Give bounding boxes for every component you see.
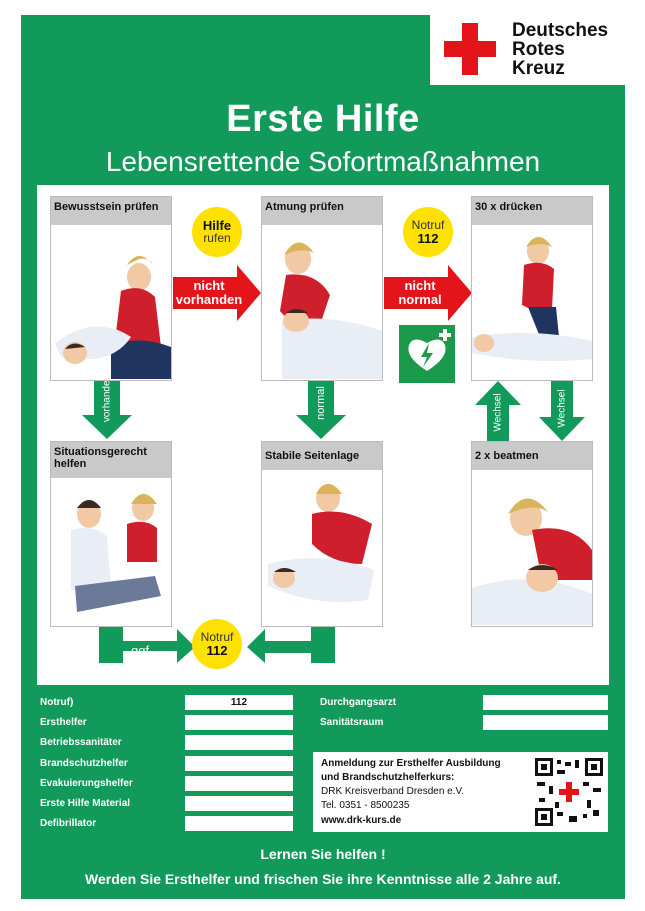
arrow-vorhanden-label: vorhanden xyxy=(101,374,113,423)
logo-line-2: Rotes xyxy=(512,39,565,60)
aed-defibrillator-icon xyxy=(399,325,455,383)
call-help-title: Hilfe xyxy=(202,218,232,233)
form-label: Durchgangsarzt xyxy=(320,697,397,708)
poster-title: Erste Hilfe xyxy=(226,98,420,140)
illustration-help-situation xyxy=(51,478,171,625)
emergency-call-badge-top xyxy=(403,207,453,257)
card-beatmen xyxy=(471,441,593,627)
card-title: 30 x drücken xyxy=(472,197,592,225)
form-field[interactable] xyxy=(185,756,293,771)
illustration-check-consciousness xyxy=(51,225,171,379)
registration-line-2: und Brandschutzhelferkurs: xyxy=(321,772,455,783)
arrow-label-1: nicht xyxy=(404,278,436,293)
notruf-label: Notruf xyxy=(200,630,234,644)
form-field[interactable] xyxy=(185,776,293,791)
form-field[interactable] xyxy=(185,735,293,750)
form-label: Sanitätsraum xyxy=(320,717,384,728)
notruf-label: Notruf xyxy=(411,218,445,232)
call-help-badge xyxy=(192,207,242,257)
arrow-wechsel-down-label: Wechsel xyxy=(556,389,568,428)
arrow-label-1: nicht xyxy=(193,278,225,293)
card-druecken xyxy=(471,196,593,381)
form-field[interactable] xyxy=(185,816,293,831)
logo-line-3: Kreuz xyxy=(512,58,565,79)
card-atmung xyxy=(261,196,383,381)
form-field[interactable] xyxy=(185,715,293,730)
illustration-recovery-position xyxy=(262,470,382,625)
arrow-nicht-vorhanden xyxy=(173,265,261,321)
card-title: Bewusstsein prüfen xyxy=(51,197,171,225)
footer-line-1: Lernen Sie helfen ! xyxy=(260,846,386,862)
emergency-call-badge-bottom xyxy=(192,619,242,669)
flow-panel xyxy=(37,185,609,685)
call-help-sub: rufen xyxy=(203,231,231,245)
form-label: Evakuierungshelfer xyxy=(40,778,133,789)
card-bewusstsein xyxy=(50,196,172,381)
form-field[interactable] xyxy=(483,695,608,710)
registration-box xyxy=(313,752,608,832)
arrow-label-2: normal xyxy=(398,292,442,307)
arrow-ggf-label: ggf. xyxy=(131,643,153,658)
form-label: Erste Hilfe Material xyxy=(40,798,131,809)
form-field[interactable] xyxy=(483,715,608,730)
card-title: Situationsgerecht helfen xyxy=(51,442,171,478)
card-title: 2 x beatmen xyxy=(472,442,592,470)
form-label: Defibrillator xyxy=(40,818,97,829)
notruf-number: 112 xyxy=(206,643,228,658)
form-field[interactable] xyxy=(185,796,293,811)
red-cross-bar xyxy=(444,41,496,57)
drk-logo xyxy=(430,15,625,85)
footer-line-2: Werden Sie Ersthelfer und frischen Sie ihre Kenntnisse alle 2 Jahre auf. xyxy=(85,871,561,887)
registration-line-4: Tel. 0351 - 8500235 xyxy=(321,800,410,811)
card-title: Stabile Seitenlage xyxy=(262,442,382,470)
form-label: Brandschutzhelfer xyxy=(40,758,128,769)
illustration-check-breathing xyxy=(262,225,382,379)
arrow-wechsel-up-label: Wechsel xyxy=(492,393,504,432)
notruf-number: 112 xyxy=(417,231,439,246)
registration-line-3: DRK Kreisverband Dresden e.V. xyxy=(321,786,465,797)
arrow-label-2: vorhanden xyxy=(175,292,243,307)
registration-line-1: Anmeldung zur Ersthelfer Ausbildung xyxy=(321,758,501,769)
arrow-to-notruf xyxy=(247,627,335,663)
arrow-normal-label: normal xyxy=(315,386,327,420)
card-seitenlage xyxy=(261,441,383,627)
form-field[interactable]: 112 xyxy=(185,695,293,710)
qr-code-icon[interactable] xyxy=(535,758,603,826)
logo-line-1: Deutsches xyxy=(512,20,609,41)
poster-subtitle: Lebensrettende Sofortmaßnahmen xyxy=(105,146,541,177)
card-title: Atmung prüfen xyxy=(262,197,382,225)
illustration-chest-compression xyxy=(472,225,592,379)
arrow-nicht-normal xyxy=(384,265,472,321)
illustration-rescue-breaths xyxy=(472,470,592,625)
form-label: Ersthelfer xyxy=(40,717,87,728)
registration-website[interactable]: www.drk-kurs.de xyxy=(321,815,402,826)
form-label: Notruf) xyxy=(40,697,74,708)
form-label: Betriebssanitäter xyxy=(40,737,122,748)
card-situation xyxy=(50,441,172,627)
